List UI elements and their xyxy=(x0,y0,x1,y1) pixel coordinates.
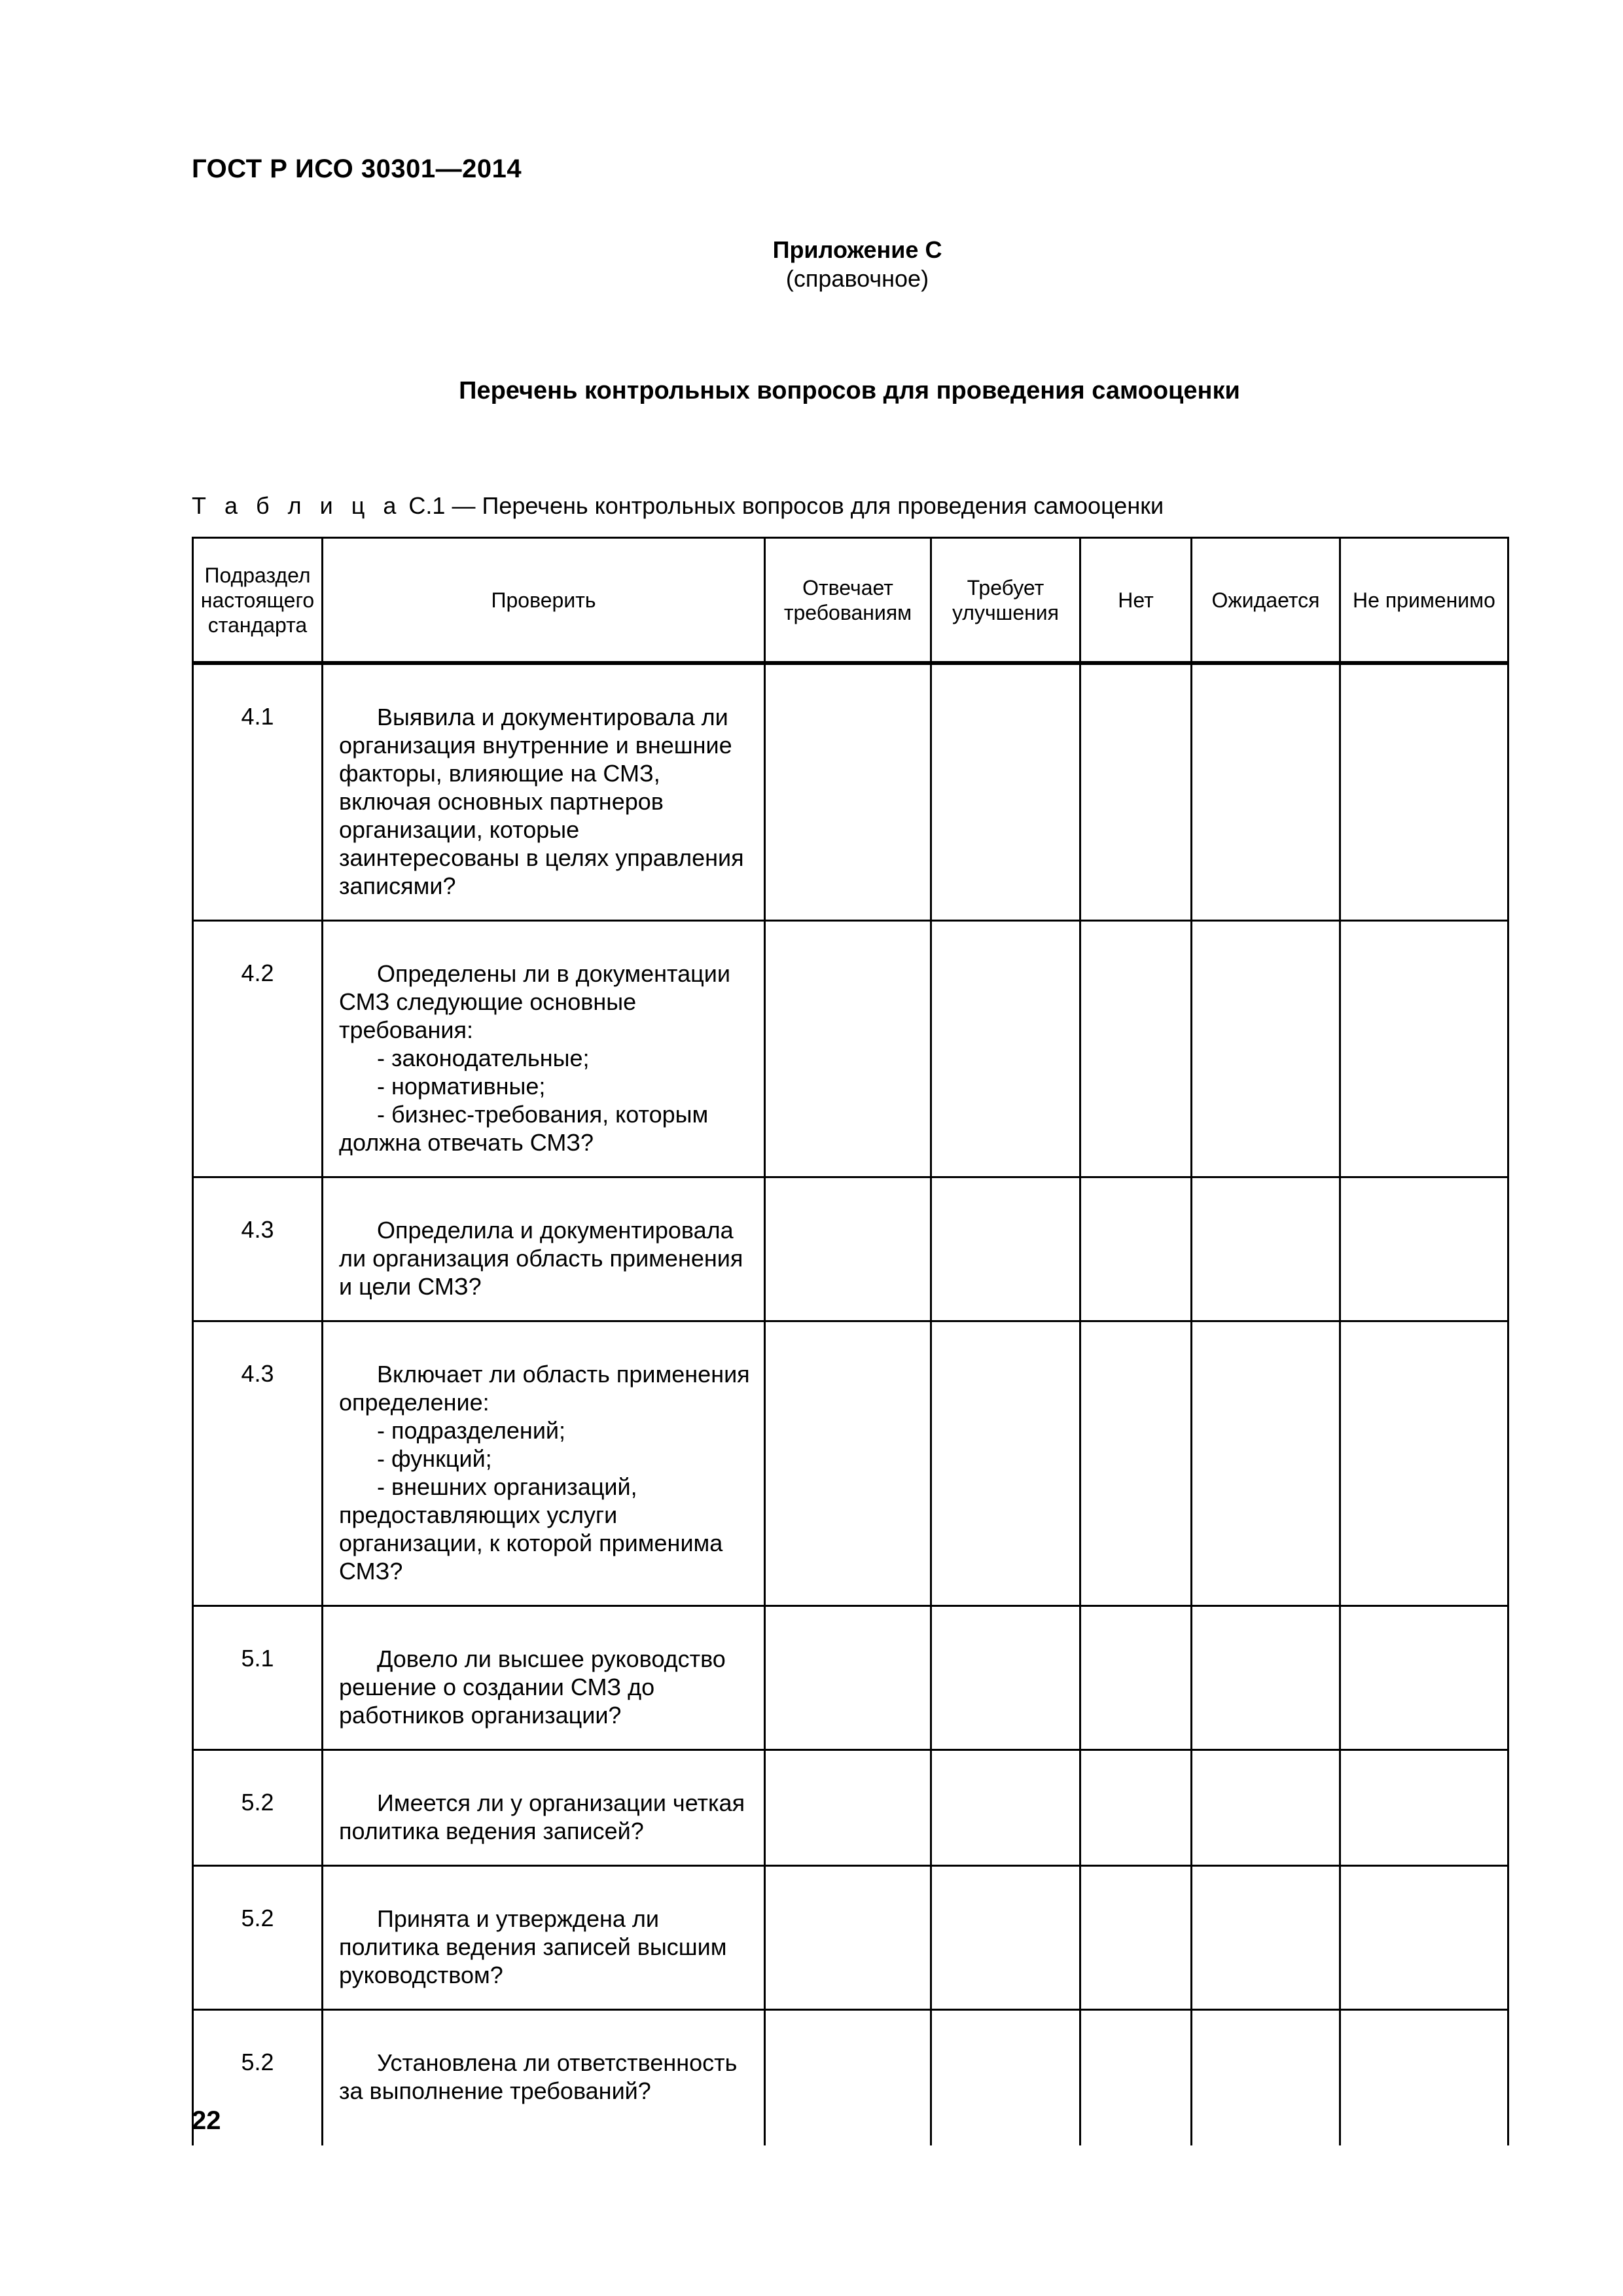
meets-cell[interactable] xyxy=(765,1606,931,1750)
question-list-item: - законодательные; xyxy=(377,1045,590,1071)
needs-improvement-cell[interactable] xyxy=(931,1866,1080,2010)
expected-cell[interactable] xyxy=(1192,663,1340,921)
header-needs-improvement: Требует улучшения xyxy=(931,538,1080,664)
not-applicable-cell[interactable] xyxy=(1340,663,1508,921)
no-cell[interactable] xyxy=(1080,663,1192,921)
question-cell xyxy=(323,1750,765,1866)
meets-cell[interactable] xyxy=(765,1750,931,1866)
header-not-applicable: Не применимо xyxy=(1340,538,1508,664)
not-applicable-cell[interactable] xyxy=(1340,1606,1508,1750)
document-code: ГОСТ Р ИСО 30301—2014 xyxy=(192,154,522,183)
table-row xyxy=(193,1177,1508,1321)
question-list-item: - подразделений; xyxy=(377,1417,566,1444)
meets-cell[interactable] xyxy=(765,1321,931,1606)
page-number: 22 xyxy=(192,2106,221,2135)
not-applicable-cell[interactable] xyxy=(1340,1866,1508,2010)
question-text: Принята и утверждена ли политика ведения записей высшим руководством? xyxy=(339,1905,727,1988)
table-caption-text: С.1 — Перечень контрольных вопросов для проведения самооценки xyxy=(408,492,1164,519)
expected-cell[interactable] xyxy=(1192,1177,1340,1321)
no-cell[interactable] xyxy=(1080,1750,1192,1866)
section-number: 5.2 xyxy=(193,2010,323,2145)
header-check: Проверить xyxy=(323,538,765,664)
not-applicable-cell[interactable] xyxy=(1340,921,1508,1177)
needs-improvement-cell[interactable] xyxy=(931,921,1080,1177)
main-title: Перечень контрольных вопросов для проведения самооценки xyxy=(459,377,1240,404)
question-text: Выявила и документировала ли организация внутренние и внешние факторы, влияющие на СМЗ, включая основных партнеров организации, которые заинтересованы в целях управления записями? xyxy=(339,704,744,899)
no-cell[interactable] xyxy=(1080,1177,1192,1321)
checklist-table xyxy=(192,537,1509,2145)
section-number: 4.3 xyxy=(193,1177,323,1321)
header-meets: Отвечает требованиям xyxy=(765,538,931,664)
meets-cell[interactable] xyxy=(765,1177,931,1321)
expected-cell[interactable] xyxy=(1192,921,1340,1177)
header-no: Нет xyxy=(1080,538,1192,664)
not-applicable-cell[interactable] xyxy=(1340,1177,1508,1321)
question-cell xyxy=(323,2010,765,2145)
question-text: Довело ли высшее руководство решение о создании СМЗ до работников организации? xyxy=(339,1645,726,1729)
table-row xyxy=(193,1321,1508,1606)
question-text: - бизнес-требования, которым должна отвечать СМЗ? xyxy=(339,1101,709,1156)
appendix-title: Приложение С xyxy=(772,236,942,263)
table-row xyxy=(193,921,1508,1177)
table-body xyxy=(193,663,1508,2145)
table-row xyxy=(193,1866,1508,2010)
table-row xyxy=(193,2010,1508,2145)
not-applicable-cell[interactable] xyxy=(1340,2010,1508,2145)
needs-improvement-cell[interactable] xyxy=(931,1321,1080,1606)
table-header-row xyxy=(193,538,1508,664)
meets-cell[interactable] xyxy=(765,921,931,1177)
header-section: Подраздел настоящего стандарта xyxy=(193,538,323,664)
table-row xyxy=(193,1606,1508,1750)
expected-cell[interactable] xyxy=(1192,1321,1340,1606)
question-list-item: - функций; xyxy=(377,1445,492,1472)
meets-cell[interactable] xyxy=(765,2010,931,2145)
section-number: 4.1 xyxy=(193,663,323,921)
not-applicable-cell[interactable] xyxy=(1340,1321,1508,1606)
needs-improvement-cell[interactable] xyxy=(931,1177,1080,1321)
question-list-item: - нормативные; xyxy=(377,1073,546,1100)
question-cell xyxy=(323,1866,765,2010)
question-cell xyxy=(323,663,765,921)
question-text: Включает ли область применения определение: xyxy=(339,1361,750,1416)
table-row xyxy=(193,1750,1508,1866)
section-number: 5.2 xyxy=(193,1750,323,1866)
no-cell[interactable] xyxy=(1080,921,1192,1177)
section-number: 5.2 xyxy=(193,1866,323,2010)
meets-cell[interactable] xyxy=(765,1866,931,2010)
no-cell[interactable] xyxy=(1080,1866,1192,2010)
question-cell xyxy=(323,1321,765,1606)
no-cell[interactable] xyxy=(1080,1606,1192,1750)
section-number: 4.3 xyxy=(193,1321,323,1606)
expected-cell[interactable] xyxy=(1192,1606,1340,1750)
appendix-note: (справочное) xyxy=(785,265,929,292)
section-number: 4.2 xyxy=(193,921,323,1177)
meets-cell[interactable] xyxy=(765,663,931,921)
no-cell[interactable] xyxy=(1080,2010,1192,2145)
table-caption xyxy=(192,492,1164,520)
needs-improvement-cell[interactable] xyxy=(931,663,1080,921)
needs-improvement-cell[interactable] xyxy=(931,1750,1080,1866)
question-cell xyxy=(323,1177,765,1321)
not-applicable-cell[interactable] xyxy=(1340,1750,1508,1866)
section-number: 5.1 xyxy=(193,1606,323,1750)
table-caption-label: Т а б л и ц а xyxy=(192,492,402,519)
expected-cell[interactable] xyxy=(1192,1866,1340,2010)
appendix-heading xyxy=(681,236,1034,293)
question-text: - внешних организаций, предоставляющих услуги организации, к которой применима СМЗ? xyxy=(339,1473,723,1585)
expected-cell[interactable] xyxy=(1192,1750,1340,1866)
question-text: Определены ли в документации СМЗ следующие основные требования: xyxy=(339,960,730,1043)
no-cell[interactable] xyxy=(1080,1321,1192,1606)
needs-improvement-cell[interactable] xyxy=(931,1606,1080,1750)
table-row xyxy=(193,663,1508,921)
header-expected: Ожидается xyxy=(1192,538,1340,664)
question-text: Имеется ли у организации четкая политика ведения записей? xyxy=(339,1789,745,1844)
question-cell xyxy=(323,1606,765,1750)
question-text: Определила и документировала ли организация область применения и цели СМЗ? xyxy=(339,1217,743,1300)
question-text: Установлена ли ответственность за выполнение требований? xyxy=(339,2049,738,2104)
question-cell xyxy=(323,921,765,1177)
expected-cell[interactable] xyxy=(1192,2010,1340,2145)
needs-improvement-cell[interactable] xyxy=(931,2010,1080,2145)
